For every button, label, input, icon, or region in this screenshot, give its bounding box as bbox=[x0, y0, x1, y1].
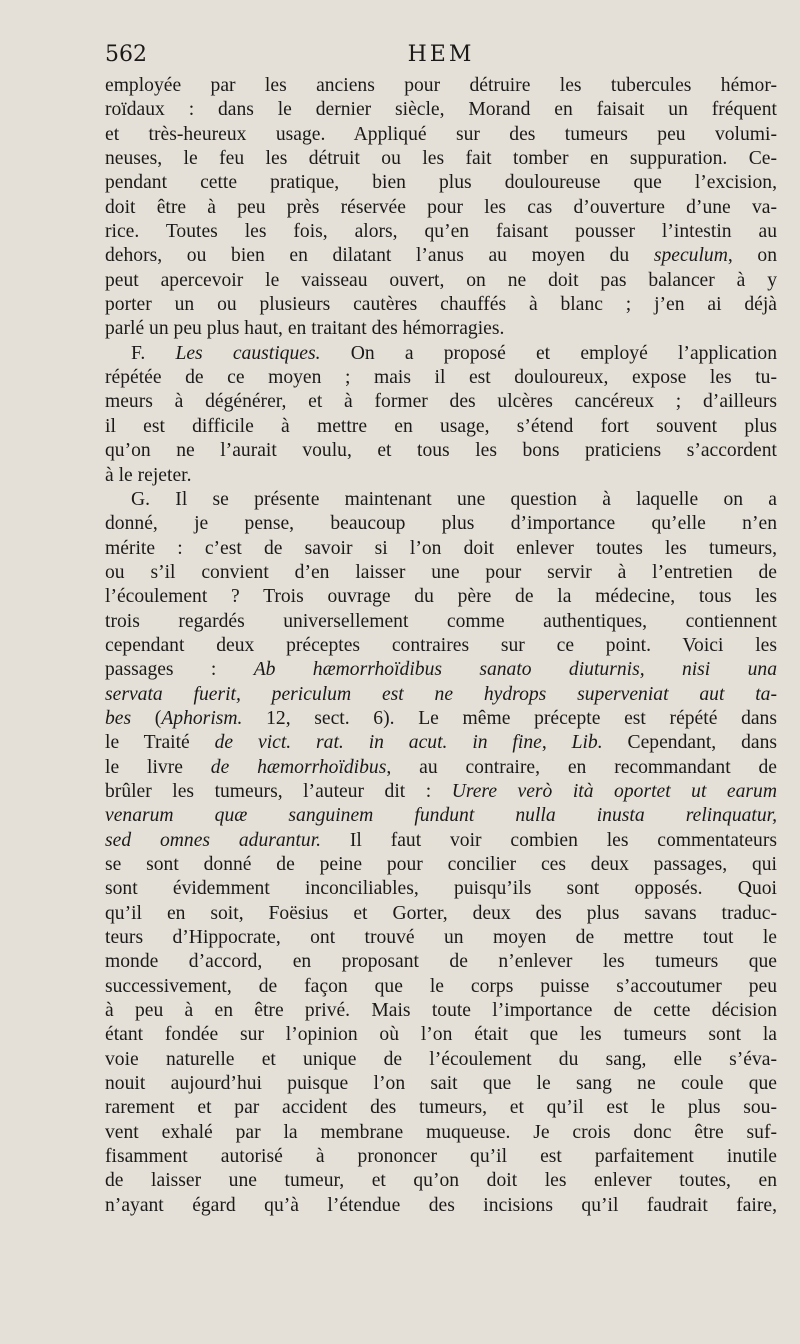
italic-text: venarum quæ sanguinem fundunt nulla inusta relinquatur, bbox=[105, 805, 777, 827]
text-line bbox=[105, 707, 777, 731]
text-segment: de laisser une tumeur, et qu’on doit les enlever toutes, en bbox=[105, 1170, 777, 1192]
text-segment: se sont donné de peine pour concilier ces deux passages, qui bbox=[105, 854, 777, 875]
italic-text: servata fuerit, periculum est ne hydrops superveniat aut ta- bbox=[105, 683, 777, 705]
text-segment: doit être à peu près réservée pour les cas d’ouverture d’une va- bbox=[105, 196, 777, 218]
text-segment: 12, sect. 6). Le même précepte est répété dans bbox=[242, 707, 777, 729]
text-line bbox=[105, 975, 777, 999]
italic-text: Lib. bbox=[571, 732, 603, 754]
text-segment: employée par les anciens pour détruire les tubercules hémor- bbox=[105, 75, 777, 96]
text-line bbox=[105, 780, 777, 804]
text-segment: , au contraire, en recommandant de bbox=[386, 756, 777, 778]
text-line bbox=[105, 196, 777, 220]
italic-text: de vict. rat. in acut. in fine bbox=[214, 732, 542, 754]
text-line bbox=[105, 877, 777, 901]
text-line bbox=[105, 1072, 777, 1096]
text-line bbox=[105, 123, 777, 147]
text-line bbox=[105, 293, 777, 317]
text-line bbox=[105, 999, 777, 1023]
text-segment: ou s’il convient d’en laisser une pour servir à l’entretien de bbox=[105, 561, 777, 583]
text-line bbox=[105, 1048, 777, 1072]
text-line bbox=[105, 731, 777, 755]
text-segment: le Traité bbox=[105, 732, 215, 754]
text-segment: à le rejeter. bbox=[105, 464, 192, 486]
text-line bbox=[105, 902, 777, 926]
text-line bbox=[105, 220, 777, 244]
text-segment: mérite : c’est de savoir si l’on doit enlever toutes les tumeurs, bbox=[105, 537, 777, 559]
text-segment: rice. Toutes les fois, alors, qu’en faisant pousser l’intestin au bbox=[105, 221, 777, 243]
text-segment: à peu à en être privé. Mais toute l’importance de cette décision bbox=[105, 1000, 777, 1022]
text-line bbox=[105, 1194, 777, 1218]
italic-text: sed omnes adurantur. bbox=[105, 829, 322, 851]
text-segment: ( bbox=[131, 707, 162, 729]
text-line bbox=[105, 464, 777, 488]
text-segment: brûler les tumeurs, l’auteur dit : bbox=[105, 780, 452, 802]
text-line bbox=[105, 1169, 777, 1193]
text-line bbox=[105, 1096, 777, 1120]
text-segment: roïdaux : dans le dernier siècle, Morand en faisait un fréquent bbox=[105, 99, 777, 121]
text-line bbox=[105, 853, 777, 877]
text-line bbox=[105, 950, 777, 974]
text-segment: successivement, de façon que le corps puisse s’accoutumer peu bbox=[105, 975, 777, 997]
italic-text: de hæmorrhoïdibus bbox=[210, 756, 387, 778]
text-line bbox=[105, 926, 777, 950]
italic-text: Aphorism. bbox=[161, 707, 243, 729]
italic-text: Urere verò ità oportet ut earum bbox=[451, 780, 777, 802]
text-segment: monde d’accord, en proposant de n’enlever les tumeurs que bbox=[105, 951, 777, 973]
text-line bbox=[105, 147, 777, 171]
text-segment: , bbox=[541, 732, 572, 754]
text-line bbox=[105, 537, 777, 561]
text-line bbox=[105, 244, 777, 268]
text-segment: n’ayant égard qu’à l’étendue des incisions qu’il faudrait faire, bbox=[105, 1194, 777, 1216]
text-line bbox=[105, 74, 777, 98]
text-segment: nouit aujourd’hui puisque l’on sait que le sang ne coule que bbox=[105, 1073, 777, 1095]
text-line bbox=[105, 342, 777, 366]
text-line bbox=[105, 439, 777, 463]
text-segment: teurs d’Hippocrate, ont trouvé un moyen de mettre tout le bbox=[105, 927, 777, 949]
text-line bbox=[105, 683, 777, 707]
text-segment: meurs à dégénérer, et à former des ulcères cancéreux ; d’ailleurs bbox=[105, 391, 777, 413]
text-line bbox=[105, 269, 777, 293]
text-line bbox=[105, 98, 777, 122]
text-line bbox=[105, 390, 777, 414]
text-line bbox=[105, 171, 777, 195]
italic-text: Les caustiques. bbox=[175, 342, 321, 364]
text-line bbox=[105, 804, 777, 828]
text-segment: étant fondée sur l’opinion où l’on était que les tumeurs sont la bbox=[105, 1024, 777, 1046]
text-line bbox=[105, 756, 777, 780]
text-segment: vent exhalé par la membrane muqueuse. Je crois donc être suf- bbox=[105, 1121, 777, 1143]
text-line bbox=[105, 829, 777, 853]
text-line bbox=[105, 658, 777, 682]
text-segment: fisamment autorisé à prononcer qu’il est parfaitement inutile bbox=[105, 1146, 777, 1168]
text-segment: donné, je pense, beaucoup plus d’importance qu’elle n’en bbox=[105, 513, 777, 535]
text-line bbox=[105, 512, 777, 536]
text-segment: neuses, le feu les détruit ou les fait tomber en suppuration. Ce- bbox=[105, 148, 777, 170]
page-header bbox=[105, 42, 777, 76]
text-segment: répétée de ce moyen ; mais il est douloureux, expose les tu- bbox=[105, 367, 777, 389]
text-segment: peut apercevoir le vaisseau ouvert, on ne doit pas balancer à y bbox=[105, 269, 777, 291]
text-segment: On a proposé et employé l’application bbox=[320, 342, 777, 364]
text-segment: sont évidemment inconciliables, puisqu’ils sont opposés. Quoi bbox=[105, 878, 777, 900]
page-number: 562 bbox=[105, 42, 147, 67]
text-segment: et très-heureux usage. Appliqué sur des tumeurs peu volumi- bbox=[105, 123, 777, 145]
text-line bbox=[105, 1145, 777, 1169]
text-line bbox=[105, 488, 777, 512]
text-segment: porter un ou plusieurs cautères chauffés à blanc ; j’en ai déjà bbox=[105, 294, 777, 316]
text-segment: G. Il se présente maintenant une question à laquelle on a bbox=[131, 488, 777, 510]
text-line bbox=[105, 634, 777, 658]
italic-text: speculum bbox=[653, 245, 728, 267]
text-segment: voie naturelle et unique de l’écoulement du sang, elle s’éva- bbox=[105, 1048, 777, 1070]
text-segment: , on bbox=[727, 245, 777, 267]
text-segment: pendant cette pratique, bien plus douloureuse que l’excision, bbox=[105, 172, 777, 194]
running-head: HEM bbox=[407, 42, 475, 67]
body-text bbox=[105, 74, 777, 1218]
text-segment: qu’il en soit, Foësius et Gorter, deux des plus savans traduc- bbox=[105, 902, 777, 924]
text-segment: passages : bbox=[105, 659, 254, 681]
text-segment: trois regardés universellement comme authentiques, contiennent bbox=[105, 610, 777, 632]
text-segment: le livre bbox=[105, 756, 211, 778]
text-segment: dehors, ou bien en dilatant l’anus au moyen du bbox=[105, 245, 654, 267]
text-segment: il est difficile à mettre en usage, s’étend fort souvent plus bbox=[105, 415, 777, 437]
italic-text: bes bbox=[105, 707, 132, 729]
text-segment: rarement et par accident des tumeurs, et qu’il est le plus sou- bbox=[105, 1097, 777, 1119]
text-segment: Cependant, dans bbox=[602, 732, 777, 754]
text-segment: qu’on ne l’aurait voulu, et tous les bons praticiens s’accordent bbox=[105, 440, 777, 462]
text-segment: Il faut voir combien les commentateurs bbox=[321, 829, 777, 851]
italic-text: Ab hæmorrhoïdibus sanato diuturnis, nisi una bbox=[253, 659, 777, 681]
text-line bbox=[105, 561, 777, 585]
text-line bbox=[105, 366, 777, 390]
text-line bbox=[105, 585, 777, 609]
text-line bbox=[105, 610, 777, 634]
text-segment: cependant deux préceptes contraires sur ce point. Voici les bbox=[105, 634, 777, 656]
text-line bbox=[105, 415, 777, 439]
text-segment: l’écoulement ? Trois ouvrage du père de la médecine, tous les bbox=[105, 586, 777, 608]
text-segment: parlé un peu plus haut, en traitant des hémorragies. bbox=[105, 318, 505, 340]
text-line bbox=[105, 1023, 777, 1047]
text-line bbox=[105, 317, 777, 341]
text-line bbox=[105, 1121, 777, 1145]
text-segment: F. bbox=[131, 342, 176, 364]
